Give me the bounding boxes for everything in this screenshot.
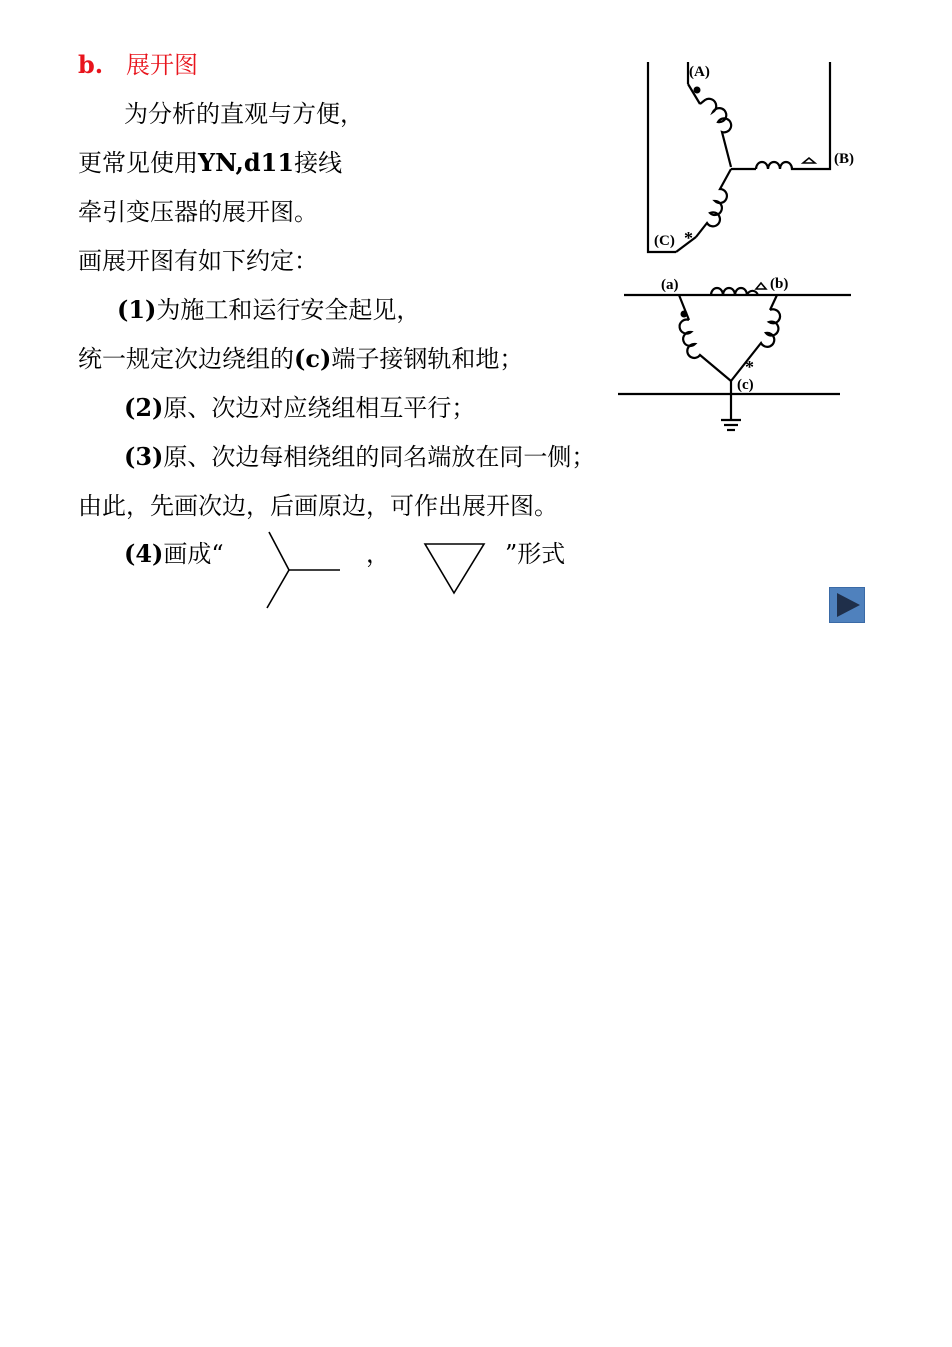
label-c: (c) [737, 377, 754, 393]
heading-marker: b. [78, 50, 104, 79]
primary-frame-left [648, 62, 676, 252]
delta-symbol [420, 538, 490, 598]
rule-3-number: (3) [124, 442, 164, 471]
rule-2-number: (2) [124, 393, 164, 422]
star-c: * [745, 357, 754, 377]
winding-ac [680, 320, 731, 381]
label-A: (A) [689, 64, 710, 80]
label-b: (b) [770, 276, 789, 292]
label-B: (B) [834, 151, 854, 167]
polarity-dot-A [694, 87, 701, 94]
primary-frame-right [800, 62, 830, 169]
rule-2-text: 原、次边对应绕组相互平行； [163, 394, 476, 422]
label-a: (a) [661, 277, 679, 293]
winding-A [700, 99, 731, 167]
rule-4-number: (4) [124, 539, 164, 568]
wye-symbol [262, 528, 346, 612]
polarity-triangle-b [756, 283, 766, 289]
rule-1-text: 为施工和运行安全起见， [156, 296, 421, 324]
heading-title: 展开图 [126, 51, 198, 79]
star-C: * [684, 228, 693, 248]
paragraph-line-2-suffix: 接线 [294, 149, 343, 177]
rule-3-text: 原、次边每相绕组的同名端放在同一侧； [163, 443, 596, 471]
terminal-c-label: (c) [294, 344, 332, 373]
rule-4 [124, 539, 224, 569]
rule-1 [117, 295, 420, 325]
polarity-triangle-B [803, 158, 815, 163]
rule-3-continuation: 由此，先画次边，后画原边，可作出展开图。 [78, 492, 558, 520]
winding-bc [731, 309, 780, 381]
winding-C [696, 169, 731, 237]
play-triangle-icon [830, 588, 864, 622]
rule-4-end: ”形式 [505, 540, 566, 568]
rule-1-continuation [78, 344, 523, 374]
paragraph-line-1: 为分析的直观与方便， [124, 100, 364, 128]
rule-2 [124, 393, 475, 423]
rule-1-cont-suffix: 端子接钢轨和地； [331, 345, 524, 373]
connection-type: YN,d11 [198, 148, 295, 177]
transformer-development-diagram [606, 52, 874, 438]
paragraph-line-4: 画展开图有如下约定： [78, 247, 318, 275]
rule-1-cont-prefix: 统一规定次边绕组的 [78, 345, 294, 373]
polarity-dot-a [681, 311, 688, 318]
next-slide-button[interactable] [829, 587, 865, 623]
paragraph-line-2 [78, 148, 342, 178]
paragraph-line-2-prefix: 更常见使用 [78, 149, 198, 177]
rule-1-number: (1) [117, 295, 157, 324]
paragraph-line-3: 牵引变压器的展开图。 [78, 198, 318, 226]
rule-4-text: 画成“ [163, 540, 224, 568]
winding-B [756, 162, 800, 169]
rule-3 [124, 442, 595, 472]
label-C: (C) [654, 233, 675, 249]
rule-4-comma: ， [366, 540, 390, 568]
